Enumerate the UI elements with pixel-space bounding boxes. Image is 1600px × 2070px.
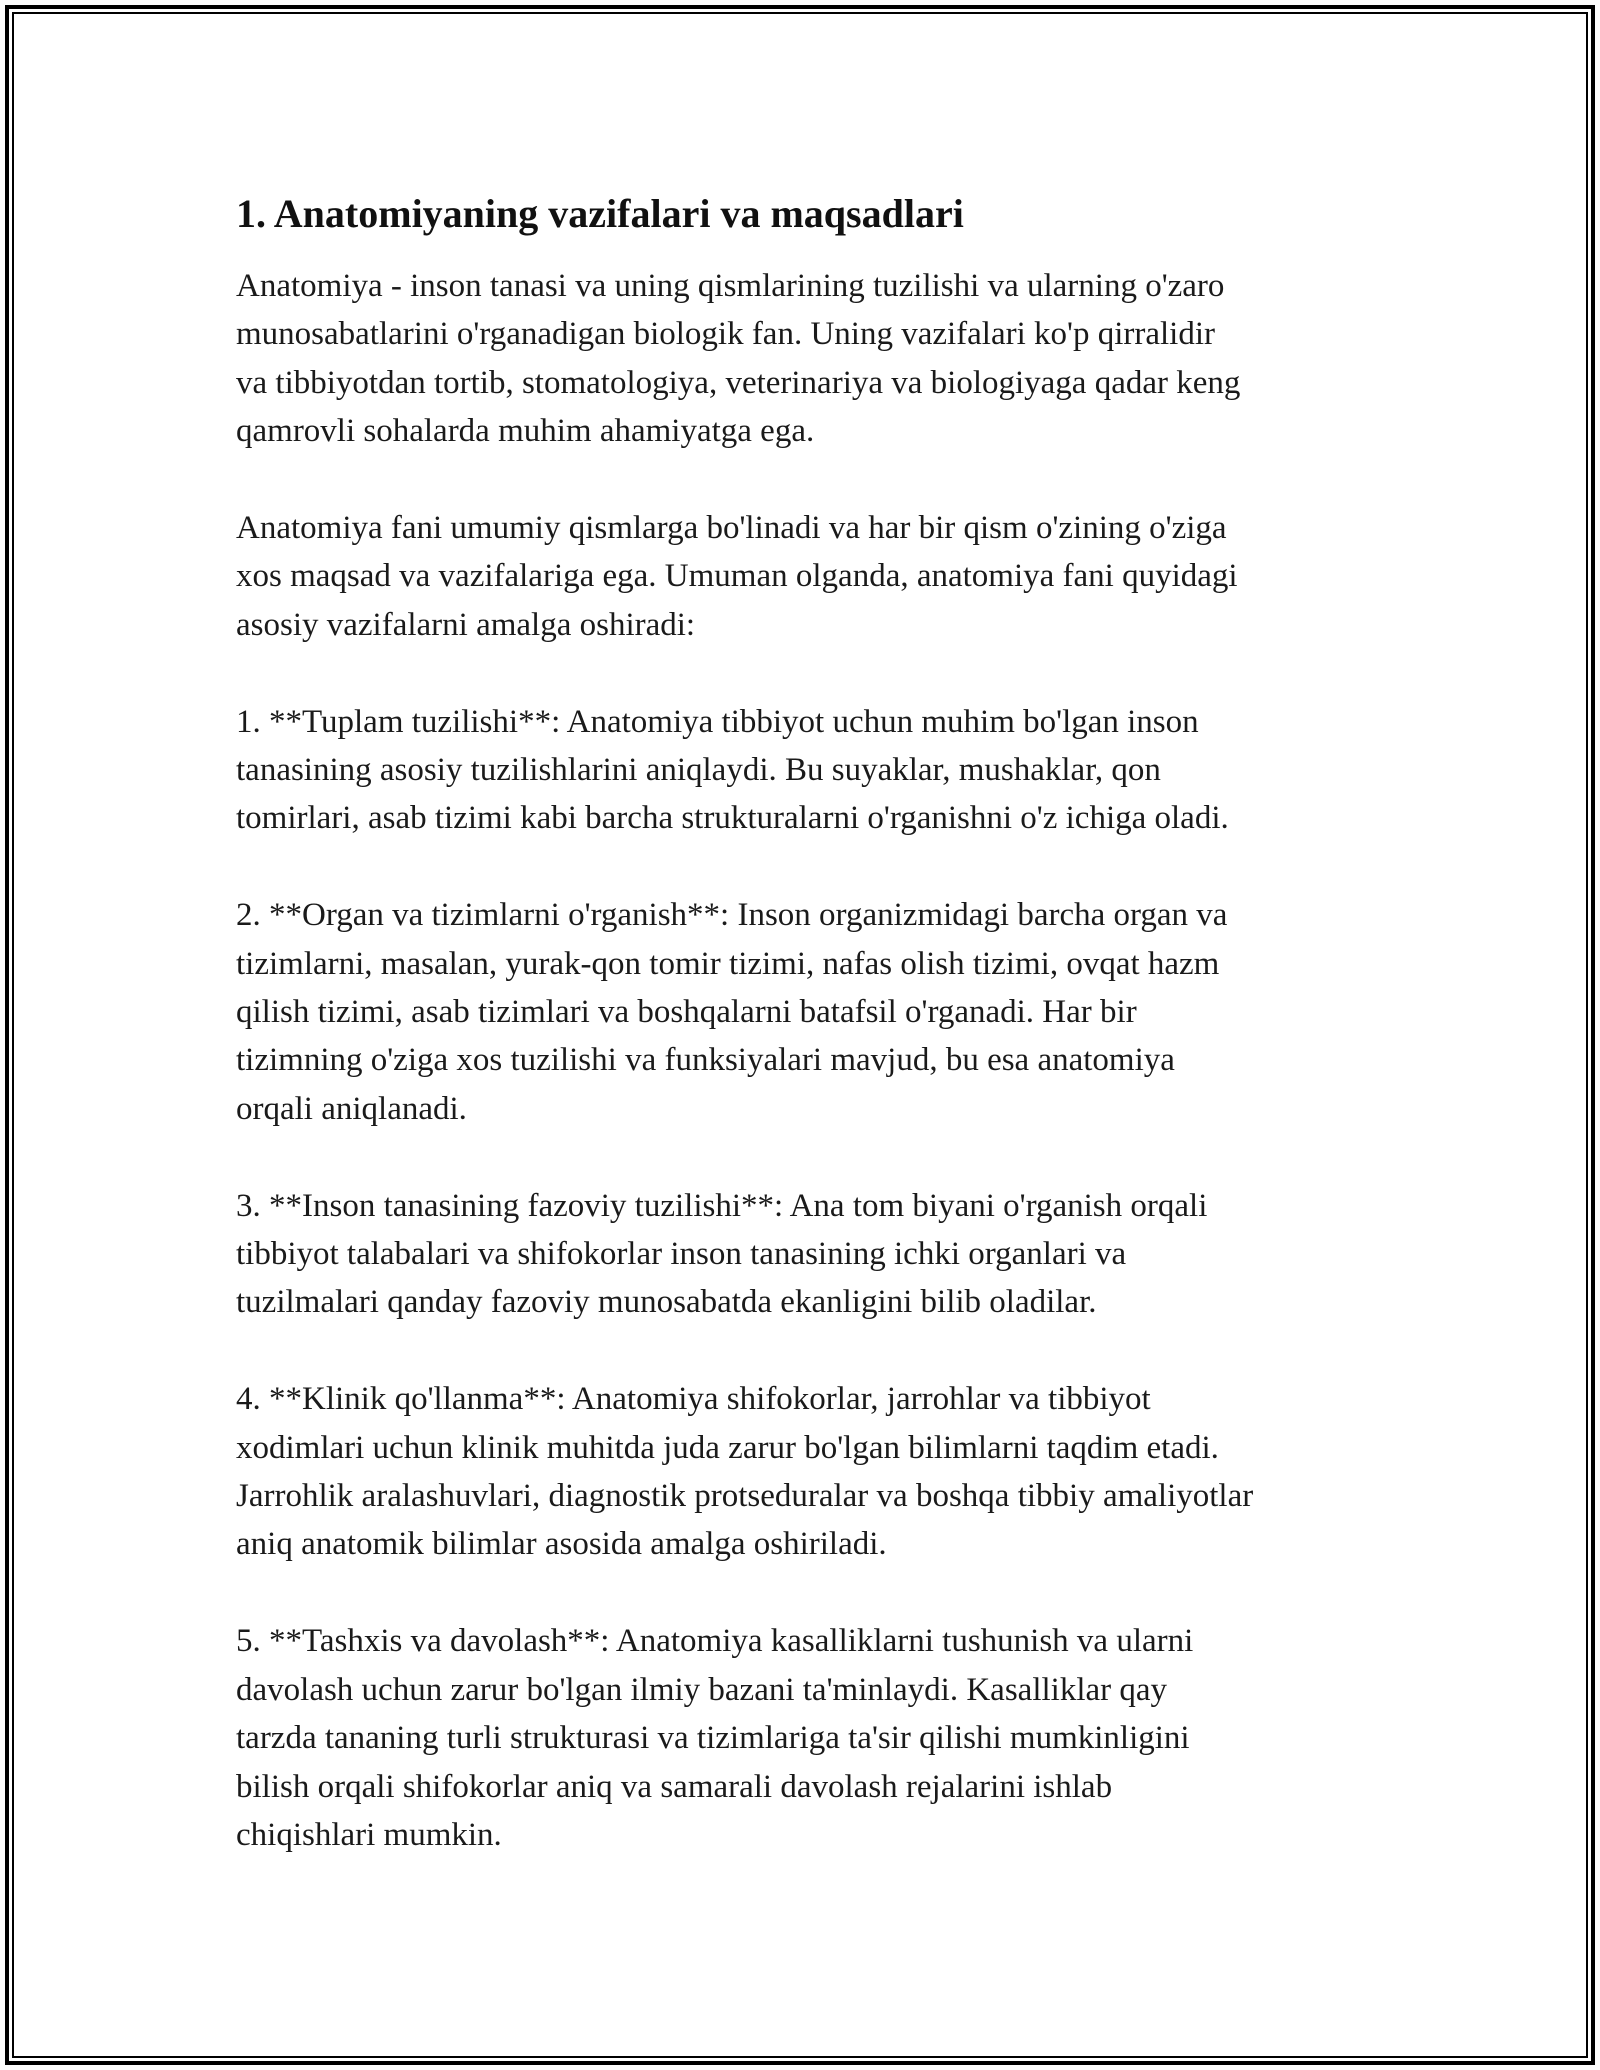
document-body xyxy=(236,188,1386,1859)
list-item-1: 1. **Tuplam tuzilishi**: Anatomiya tibbiyot uchun muhim bo'lgan inson tanasining asosiy tuzilishlarini aniqlaydi. Bu suyaklar, mushaklar, qon tomirlari, asab tizimi kabi barcha strukturalarni o'rganishni o'z ichiga oladi. xyxy=(236,703,1229,837)
list-item-5: 5. **Tashxis va davolash**: Anatomiya kasalliklarni tushunish va ularni davolash uchun zarur bo'lgan ilmiy bazani ta'minlaydi. Kasalliklar qay tarzda tananing turli strukturasi va tizimlariga ta'sir qilishi mumkinligini bilish orqali shifokorlar aniq va samarali davolash rejalarini ishlab chiqishlari mumkin. xyxy=(236,1623,1194,1853)
list-item-3: 3. **Inson tanasining fazoviy tuzilishi**: Ana tom biyani o'rganish orqali tibbiyot talabalari va shifokorlar inson tanasining ichki organlari va tuzilmalari qanday fazoviy munosabatda ekanligini bilib oladilar. xyxy=(236,1187,1208,1321)
paragraph-overview: Anatomiya fani umumiy qismlarga bo'linadi va har bir qism o'zining o'ziga xos maqsad va vazifalariga ega. Umuman olganda, anatomiya fani quyidagi asosiy vazifalarni amalga oshiradi: xyxy=(236,510,1238,643)
list-item-4: 4. **Klinik qo'llanma**: Anatomiya shifokorlar, jarrohlar va tibbiyot xodimlari uchun klinik muhitda juda zarur bo'lgan bilimlarni taqdim etadi. Jarrohlik aralashuvlari, diagnostik protseduralar va boshqa tibbiy amaliyotlar aniq anatomik bilimlar asosida amalga oshiriladi. xyxy=(236,1381,1254,1563)
list-item-2: 2. **Organ va tizimlarni o'rganish**: Inson organizmidagi barcha organ va tizimlarni, masalan, yurak-qon tomir tizimi, nafas olish tizimi, ovqat hazm qilish tizimi, asab tizimlari va boshqalarni batafsil o'rganadi. Har bir tizimning o'ziga xos tuzilishi va funksiyalari mavjud, bu esa anatomiya orqali aniqlanadi. xyxy=(236,897,1228,1127)
paragraph-intro: Anatomiya - inson tanasi va uning qismlarining tuzilishi va ularning o'zaro munosabatlarini o'rganadigan biologik fan. Uning vazifalari ko'p qirralidir va tibbiyotdan tortib, stomatologiya, veterinariya va biologiyaga qadar keng qamrovli sohalarda muhim ahamiyatga ega. xyxy=(236,268,1241,450)
section-heading: 1. Anatomiyaning vazifalari va maqsadlari xyxy=(236,191,964,236)
